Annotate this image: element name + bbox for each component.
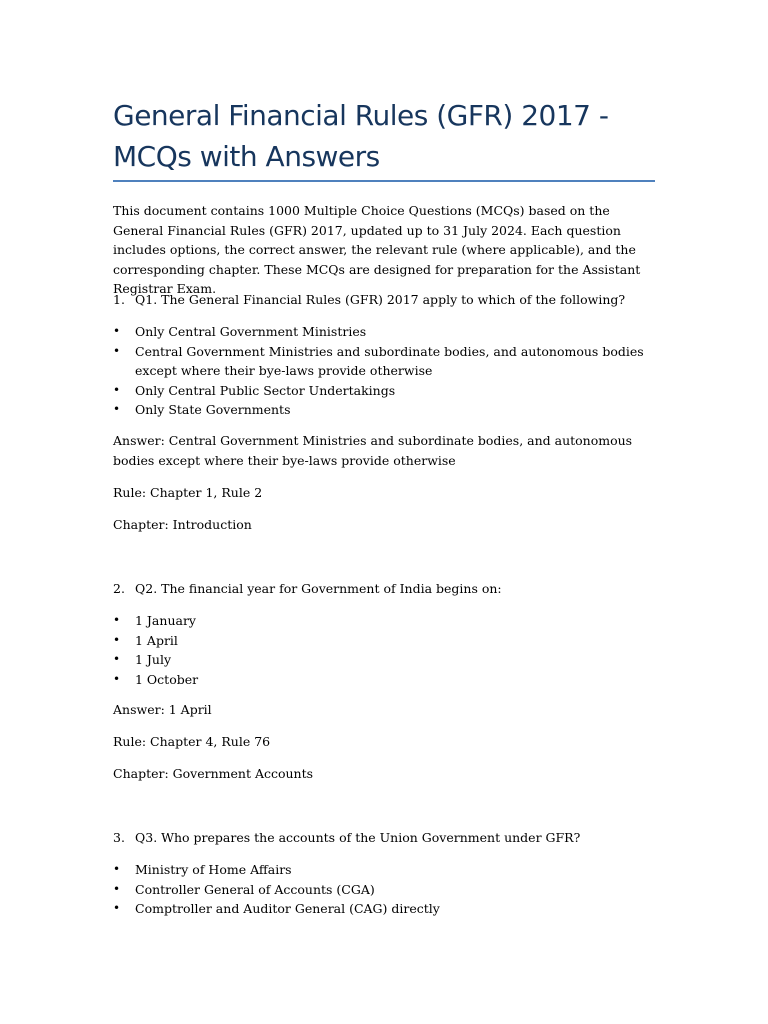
intro-paragraph: This document contains 1000 Multiple Choice Questions (MCQs) based on the General Financial Rules (GFR) 2017, updated up to 31 July 2024. Each question includes options, the correct answer, the relevant rule (where applicable), and the corresponding chapter. These MCQs are designed for preparation for the Assistant Registrar Exam. [113, 203, 641, 296]
answer-text: Answer: 1 April [113, 702, 212, 717]
question-text: Q2. The financial year for Government of India begins on: [135, 581, 502, 596]
bullet-icon: • [113, 382, 121, 397]
question-text: Q3. Who prepares the accounts of the Union Government under GFR? [135, 830, 581, 845]
list-item: • Only Central Public Sector Undertakings [113, 381, 658, 401]
bullet-icon: • [113, 881, 121, 896]
list-item: • 1 July [113, 650, 658, 670]
title-divider [113, 180, 655, 182]
bullet-icon: • [113, 402, 121, 416]
chapter-text: Chapter: Government Accounts [113, 766, 314, 781]
rule-text: Rule: Chapter 1, Rule 2 [113, 485, 263, 500]
list-item: • 1 April [113, 631, 658, 651]
question-number: 3. [113, 830, 125, 845]
bullet-icon: • [113, 901, 121, 915]
bullet-icon: • [113, 324, 121, 338]
chapter-text: Chapter: Introduction [113, 517, 252, 532]
bullet-icon: • [113, 671, 121, 686]
rule-text: Rule: Chapter 4, Rule 76 [113, 734, 271, 749]
list-item: • Only Central Government Ministries [113, 322, 658, 342]
list-item: • 1 October [113, 670, 658, 690]
question-number: 2. [113, 581, 125, 596]
question-1 [113, 290, 658, 310]
list-item: • 1 January [113, 611, 658, 631]
bullet-icon: • [113, 343, 121, 358]
bullet-icon: • [113, 862, 121, 876]
question-2 [113, 579, 658, 599]
question-number: 1. [113, 292, 125, 307]
question-3 [113, 828, 658, 848]
question-3-options [113, 860, 658, 919]
question-text: Q1. The General Financial Rules (GFR) 2017 apply to which of the following? [135, 292, 626, 307]
bullet-icon: • [113, 613, 121, 627]
bullet-icon: • [113, 652, 121, 666]
list-item: • Comptroller and Auditor General (CAG) directly [113, 899, 658, 919]
bullet-icon: • [113, 632, 121, 647]
list-item: • Ministry of Home Affairs [113, 860, 658, 880]
list-item: • Only State Governments [113, 400, 658, 420]
question-1-options [113, 322, 658, 420]
list-item: • Central Government Ministries and subordinate bodies, and autonomous bodies except where their bye-laws provide otherwise [113, 343, 644, 378]
question-2-options [113, 611, 658, 689]
answer-text: Answer: Central Government Ministries and subordinate bodies, and autonomous bodies except where their bye-laws provide otherwise [113, 433, 633, 468]
list-item: • Controller General of Accounts (CGA) [113, 880, 658, 900]
document-title: General Financial Rules (GFR) 2017 - MCQs with Answers [113, 99, 609, 173]
